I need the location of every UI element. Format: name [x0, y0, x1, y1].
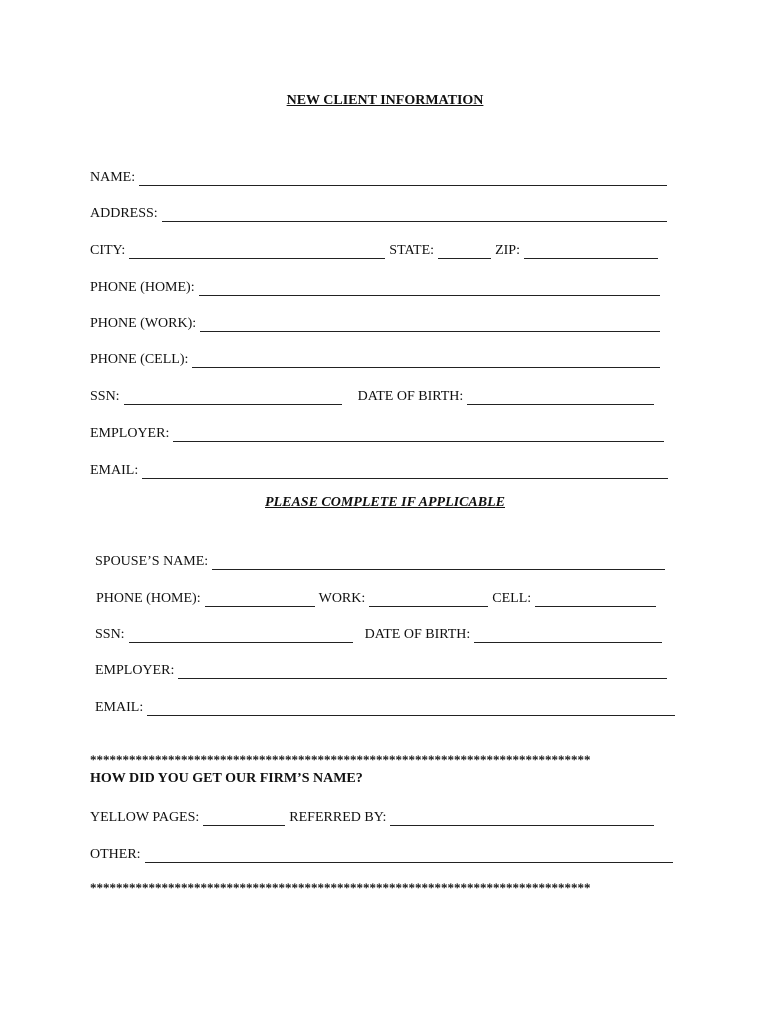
phone-cell-row [90, 350, 660, 368]
spouse-cell-label: CELL: [492, 591, 532, 606]
spouse-email-label: EMAIL: [95, 700, 144, 715]
yellow-pages-label: YELLOW PAGES: [90, 810, 200, 825]
city-row [90, 241, 658, 259]
spouse-work-label: WORK: [318, 591, 366, 606]
yellow-pages-field[interactable] [203, 810, 285, 826]
phone-home-label: PHONE (HOME): [90, 280, 195, 295]
ssn-row [90, 387, 654, 405]
city-field[interactable] [129, 243, 385, 259]
spouse-ssn-row [95, 625, 662, 643]
spouse-employer-label: EMPLOYER: [95, 663, 175, 678]
phone-cell-field[interactable] [192, 352, 660, 368]
address-row [90, 204, 667, 222]
city-label: CITY: [90, 243, 126, 258]
separator-bottom: ***************************************************************************** [90, 880, 591, 895]
referred-by-field[interactable] [390, 810, 654, 826]
employer-label: EMPLOYER: [90, 426, 170, 441]
phone-work-label: PHONE (WORK): [90, 316, 197, 331]
spouse-work-field[interactable] [369, 591, 488, 607]
spouse-employer-field[interactable] [178, 663, 667, 679]
dob-label: DATE OF BIRTH: [357, 389, 464, 404]
yellow-pages-row [90, 808, 654, 826]
spouse-dob-label: DATE OF BIRTH: [364, 627, 471, 642]
employer-row [90, 424, 664, 442]
email-field[interactable] [142, 463, 668, 479]
email-label: EMAIL: [90, 463, 139, 478]
spouse-cell-field[interactable] [535, 591, 656, 607]
other-label: OTHER: [90, 847, 141, 862]
state-field[interactable] [438, 243, 491, 259]
phone-work-field[interactable] [200, 316, 660, 332]
ssn-field[interactable] [124, 389, 342, 405]
name-label: NAME: [90, 170, 136, 185]
spouse-phone-row [96, 589, 656, 607]
spouse-ssn-field[interactable] [129, 627, 353, 643]
spouse-ssn-label: SSN: [95, 627, 125, 642]
referred-by-label: REFERRED BY: [289, 810, 387, 825]
applicable-heading: PLEASE COMPLETE IF APPLICABLE [265, 495, 505, 510]
ssn-label: SSN: [90, 389, 120, 404]
name-row [90, 168, 667, 186]
separator-top: ***************************************************************************** [90, 752, 591, 767]
spouse-employer-row [95, 661, 667, 679]
other-row [90, 845, 673, 863]
spouse-name-field[interactable] [212, 554, 665, 570]
employer-field[interactable] [173, 426, 664, 442]
phone-home-field[interactable] [199, 280, 660, 296]
spouse-email-field[interactable] [147, 700, 675, 716]
zip-label: ZIP: [495, 243, 520, 258]
dob-field[interactable] [467, 389, 654, 405]
state-label: STATE: [389, 243, 435, 258]
zip-field[interactable] [524, 243, 658, 259]
form-title: NEW CLIENT INFORMATION [286, 93, 484, 108]
phone-work-row [90, 314, 660, 332]
phone-cell-label: PHONE (CELL): [90, 352, 189, 367]
email-row [90, 461, 668, 479]
address-label: ADDRESS: [90, 206, 158, 221]
spouse-phone-home-label: PHONE (HOME): [96, 591, 201, 606]
spouse-phone-home-field[interactable] [205, 591, 315, 607]
phone-home-row [90, 278, 660, 296]
spouse-email-row [95, 698, 675, 716]
spouse-dob-field[interactable] [474, 627, 662, 643]
spouse-name-row [95, 552, 665, 570]
other-field[interactable] [145, 847, 673, 863]
spouse-name-label: SPOUSE’S NAME: [95, 554, 209, 569]
referral-question: HOW DID YOU GET OUR FIRM’S NAME? [90, 771, 363, 786]
name-field[interactable] [139, 170, 667, 186]
address-field[interactable] [162, 206, 667, 222]
